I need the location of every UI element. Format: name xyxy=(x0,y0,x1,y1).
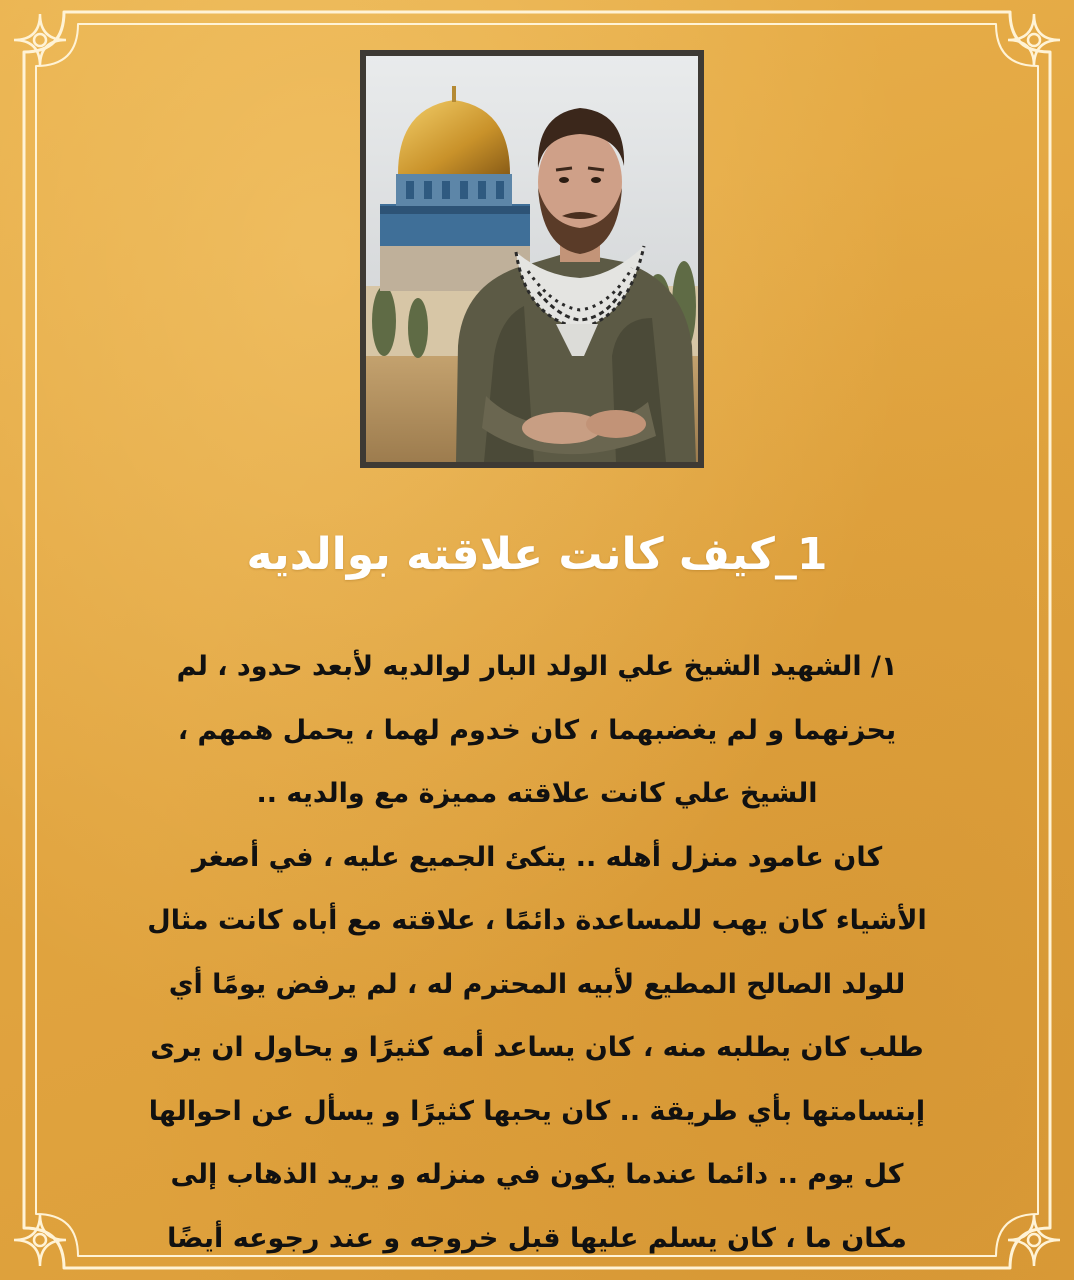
portrait-image xyxy=(366,56,698,462)
text-line: للولد الصالح المطيع لأبيه المحترم له ، لم يرفض يومًا أي xyxy=(168,968,906,1000)
section-heading: 1_كيف كانت علاقته بوالديه xyxy=(246,529,828,580)
text-line: إبتسامتها بأي طريقة .. كان يحبها كثيرًا و يسأل عن احوالها xyxy=(148,1095,926,1127)
corner-ornament-top-left xyxy=(14,14,66,66)
text-line: الشيخ علي كانت علاقته مميزة مع والديه .. xyxy=(256,778,818,809)
text-line: كان عامود منزل أهله .. يتكئ الجميع عليه ، في أصغر xyxy=(191,841,883,873)
text-line: الأشياء كان يهب للمساعدة دائمًا ، علاقته مع أباه كانت مثال xyxy=(147,905,927,936)
text-line: يحزنهما و لم يغضبهما ، كان خدوم لهما ، يحمل همهم ، xyxy=(177,714,897,746)
text-line: طلب كان يطلبه منه ، كان يساعد أمه كثيرًا و يحاول ان يرى xyxy=(150,1032,924,1063)
text-line: مكان ما ، كان يسلم عليها قبل خروجه و عند رجوعه أيضًا xyxy=(167,1222,907,1254)
text-line: كل يوم .. دائما عندما يكون في منزله و يريد الذهاب إلى xyxy=(170,1159,904,1190)
portrait-photo xyxy=(360,50,704,468)
corner-ornament-bottom-right xyxy=(1008,1214,1060,1266)
body-paragraph xyxy=(110,635,964,1270)
text-line: ١/ الشهيد الشيخ علي الولد البار لوالديه لأبعد حدود ، لم xyxy=(176,651,898,682)
corner-ornament-top-right xyxy=(1008,14,1060,66)
corner-ornament-bottom-left xyxy=(14,1214,66,1266)
